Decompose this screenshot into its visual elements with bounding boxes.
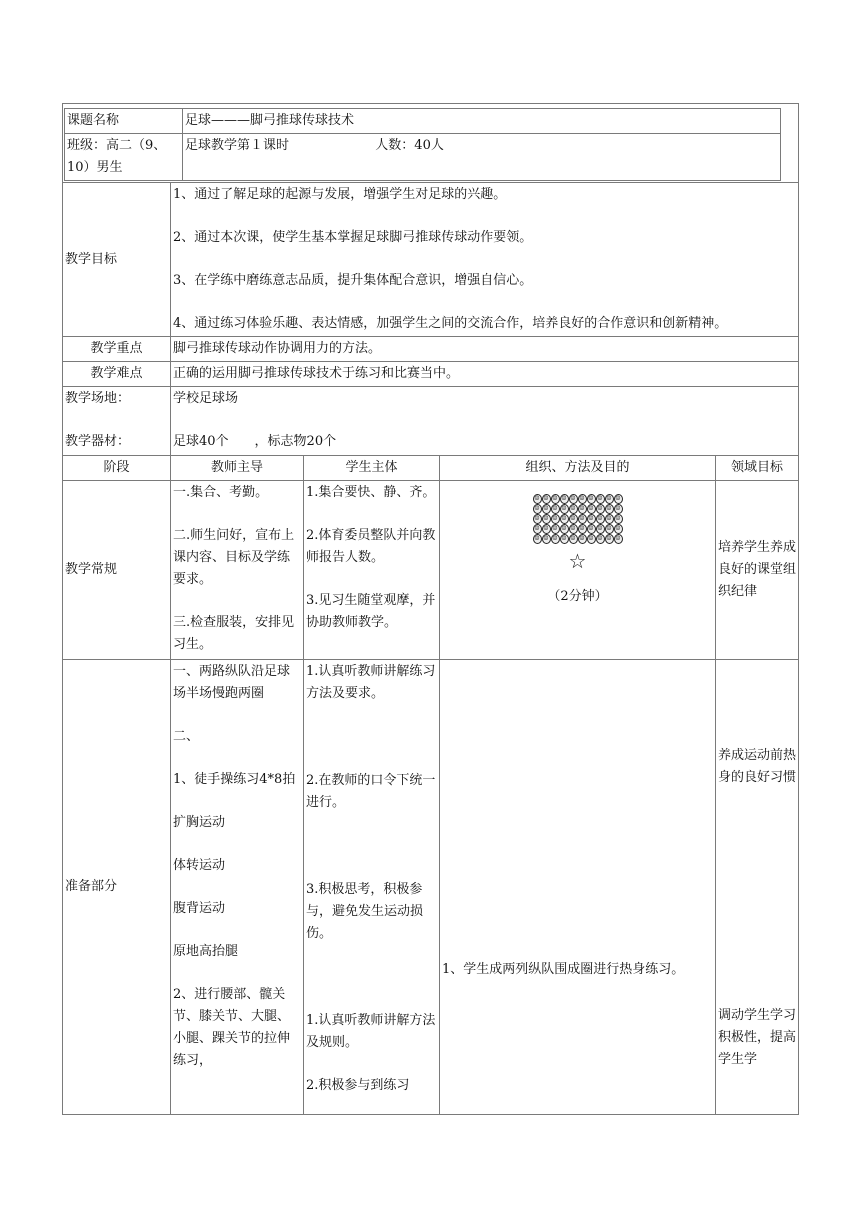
equipment-value: 足球40个 ，标志物20个 bbox=[173, 434, 337, 449]
prep-row bbox=[63, 660, 799, 1115]
student-smiley-icon: ☺ bbox=[534, 525, 540, 532]
column-organization: 组织、方法及目的 bbox=[440, 456, 716, 481]
objectives-row bbox=[63, 183, 799, 337]
student-smiley-icon: ☺ bbox=[588, 525, 594, 532]
column-student: 学生主体 bbox=[304, 456, 440, 481]
routine-student-2: 2.体育委员整队并向教师报告人数。 bbox=[306, 528, 436, 565]
difficulty-label: 教学难点 bbox=[63, 362, 171, 387]
routine-goal: 培养学生养成良好的课堂组织纪律 bbox=[716, 481, 799, 660]
student-smiley-icon: ☺ bbox=[588, 535, 594, 542]
lesson-number: 足球教学第１课时 bbox=[185, 138, 290, 153]
column-teacher: 教师主导 bbox=[171, 456, 304, 481]
student-smiley-icon: ☺ bbox=[561, 535, 567, 542]
student-smiley-icon: ☺ bbox=[543, 515, 549, 522]
prep-organization bbox=[440, 660, 716, 1115]
objectives-list bbox=[171, 183, 799, 337]
student-smiley-icon: ☺ bbox=[615, 535, 621, 542]
routine-row bbox=[63, 481, 799, 660]
student-smiley-icon: ☺ bbox=[561, 515, 567, 522]
prep-organization-text: 1、学生成两列纵队围成圈进行热身练习。 bbox=[442, 962, 685, 977]
student-smiley-icon: ☺ bbox=[534, 515, 540, 522]
difficulty-row bbox=[63, 362, 799, 387]
student-smiley-icon: ☺ bbox=[552, 515, 558, 522]
student-smiley-icon: ☺ bbox=[597, 495, 603, 502]
student-smiley-icon: ☺ bbox=[606, 525, 612, 532]
student-smiley-icon: ☺ bbox=[552, 505, 558, 512]
prep-teacher-6: 腹背运动 bbox=[173, 901, 226, 916]
student-smiley-icon: ☺ bbox=[570, 515, 576, 522]
routine-teacher-1: 一.集合、考勤。 bbox=[173, 485, 269, 500]
course-label: 课题名称 bbox=[65, 109, 183, 134]
student-smiley-icon: ☺ bbox=[579, 495, 585, 502]
prep-teacher-8: 2、进行腰部、髋关节、膝关节、大腿、小腿、踝关节的拉伸练习， bbox=[173, 987, 291, 1068]
column-goal: 领域目标 bbox=[716, 456, 799, 481]
student-smiley-icon: ☺ bbox=[534, 535, 540, 542]
student-smiley-icon: ☺ bbox=[561, 495, 567, 502]
column-header-row bbox=[63, 456, 799, 481]
prep-goal-2: 调动学生学习积极性，提高学生学 bbox=[718, 1008, 797, 1067]
venue-equipment-labels bbox=[63, 387, 171, 456]
prep-teacher-4: 扩胸运动 bbox=[173, 815, 226, 830]
prep-student bbox=[304, 660, 440, 1115]
student-smiley-icon: ☺ bbox=[579, 525, 585, 532]
class-label: 班级：高二（9、10）男生 bbox=[65, 134, 183, 181]
prep-teacher bbox=[171, 660, 304, 1115]
student-smiley-icon: ☺ bbox=[615, 515, 621, 522]
student-smiley-icon: ☺ bbox=[534, 495, 540, 502]
routine-organization bbox=[440, 481, 716, 660]
student-smiley-icon: ☺ bbox=[543, 495, 549, 502]
student-smiley-icon: ☺ bbox=[579, 505, 585, 512]
prep-student-4: 1.认真听教师讲解方法及规则。 bbox=[306, 1013, 436, 1050]
student-formation bbox=[442, 494, 713, 544]
student-smiley-icon: ☺ bbox=[606, 505, 612, 512]
routine-student-1: 1.集合要快、静、齐。 bbox=[306, 485, 436, 500]
objectives-label: 教学目标 bbox=[63, 183, 171, 337]
routine-duration: （2分钟） bbox=[547, 589, 608, 604]
student-smiley-icon: ☺ bbox=[543, 505, 549, 512]
objective-2: 2、通过本次课，使学生基本掌握足球脚弓推球传球动作要领。 bbox=[173, 230, 533, 245]
objective-3: 3、在学练中磨练意志品质，提升集体配合意识，增强自信心。 bbox=[173, 273, 533, 288]
student-smiley-icon: ☺ bbox=[606, 495, 612, 502]
student-smiley-icon: ☺ bbox=[606, 535, 612, 542]
student-smiley-icon: ☺ bbox=[570, 525, 576, 532]
routine-teacher-2: 二.师生问好，宣布上课内容、目标及学练要求。 bbox=[173, 528, 295, 587]
venue-label: 教学场地： bbox=[65, 391, 131, 406]
key-point-label: 教学重点 bbox=[63, 337, 171, 362]
student-smiley-icon: ☺ bbox=[597, 505, 603, 512]
student-smiley-icon: ☺ bbox=[570, 535, 576, 542]
student-smiley-icon: ☺ bbox=[561, 505, 567, 512]
prep-teacher-3: 1、徒手操练习4*8拍 bbox=[173, 772, 296, 787]
prep-student-5: 2.积极参与到练习 bbox=[306, 1078, 410, 1093]
student-smiley-icon: ☺ bbox=[606, 515, 612, 522]
student-smiley-icon: ☺ bbox=[570, 505, 576, 512]
student-smiley-icon: ☺ bbox=[615, 495, 621, 502]
lesson-plan bbox=[62, 103, 798, 1115]
header-row bbox=[63, 104, 799, 183]
objective-1: 1、通过了解足球的起源与发展，增强学生对足球的兴趣。 bbox=[173, 187, 507, 202]
student-smiley-icon: ☺ bbox=[615, 505, 621, 512]
student-smiley-icon: ☺ bbox=[615, 525, 621, 532]
student-smiley-icon: ☺ bbox=[579, 515, 585, 522]
student-smiley-icon: ☺ bbox=[552, 535, 558, 542]
prep-goal-1: 养成运动前热身的良好习惯 bbox=[718, 748, 797, 785]
equipment-label: 教学器材： bbox=[65, 434, 131, 449]
key-point-value: 脚弓推球传球动作协调用力的方法。 bbox=[171, 337, 799, 362]
student-smiley-icon: ☺ bbox=[552, 525, 558, 532]
teacher-star-icon: ☆ bbox=[568, 549, 587, 573]
objective-4: 4、通过练习体验乐趣、表达情感，加强学生之间的交流合作，培养良好的合作意识和创新精神。 bbox=[173, 316, 728, 331]
prep-student-3: 3.积极思考，积极参与，避免发生运动损伤。 bbox=[306, 882, 424, 941]
prep-goal bbox=[716, 660, 799, 1115]
prep-student-2: 2.在教师的口令下统一进行。 bbox=[306, 773, 436, 810]
student-smiley-icon: ☺ bbox=[588, 515, 594, 522]
student-smiley-icon: ☺ bbox=[534, 505, 540, 512]
student-smiley-icon: ☺ bbox=[570, 495, 576, 502]
course-value: 足球———脚弓推球传球技术 bbox=[183, 109, 781, 134]
venue-row bbox=[63, 387, 799, 456]
prep-teacher-5: 体转运动 bbox=[173, 858, 226, 873]
venue-value: 学校足球场 bbox=[173, 391, 239, 406]
lesson-plan-table bbox=[62, 103, 799, 1115]
venue-equipment-values bbox=[171, 387, 799, 456]
routine-student-3: 3.见习生随堂观摩，并协助教师教学。 bbox=[306, 593, 436, 630]
student-smiley-icon: ☺ bbox=[579, 535, 585, 542]
student-smiley-icon: ☺ bbox=[543, 535, 549, 542]
routine-teacher bbox=[171, 481, 304, 660]
prep-teacher-2: 二、 bbox=[173, 729, 200, 744]
routine-teacher-3: 三.检查服装，安排见习生。 bbox=[173, 615, 295, 652]
student-smiley-icon: ☺ bbox=[588, 505, 594, 512]
difficulty-value: 正确的运用脚弓推球传球技术于练习和比赛当中。 bbox=[171, 362, 799, 387]
prep-student-1: 1.认真听教师讲解练习方法及要求。 bbox=[306, 664, 436, 701]
header-table bbox=[64, 108, 781, 181]
routine-stage: 教学常规 bbox=[63, 481, 171, 660]
student-smiley-icon: ☺ bbox=[561, 525, 567, 532]
prep-stage: 准备部分 bbox=[63, 660, 171, 1115]
routine-student bbox=[304, 481, 440, 660]
key-point-row bbox=[63, 337, 799, 362]
student-smiley-icon: ☺ bbox=[597, 535, 603, 542]
student-smiley-icon: ☺ bbox=[597, 525, 603, 532]
prep-teacher-1: 一、两路纵队沿足球场半场慢跑两圈 bbox=[173, 664, 291, 701]
student-smiley-icon: ☺ bbox=[552, 495, 558, 502]
student-smiley-icon: ☺ bbox=[597, 515, 603, 522]
column-stage: 阶段 bbox=[63, 456, 171, 481]
student-smiley-icon: ☺ bbox=[588, 495, 594, 502]
student-count: 人数：40人 bbox=[375, 138, 444, 153]
prep-teacher-7: 原地高抬腿 bbox=[173, 944, 239, 959]
student-smiley-icon: ☺ bbox=[543, 525, 549, 532]
lesson-info bbox=[183, 134, 781, 181]
